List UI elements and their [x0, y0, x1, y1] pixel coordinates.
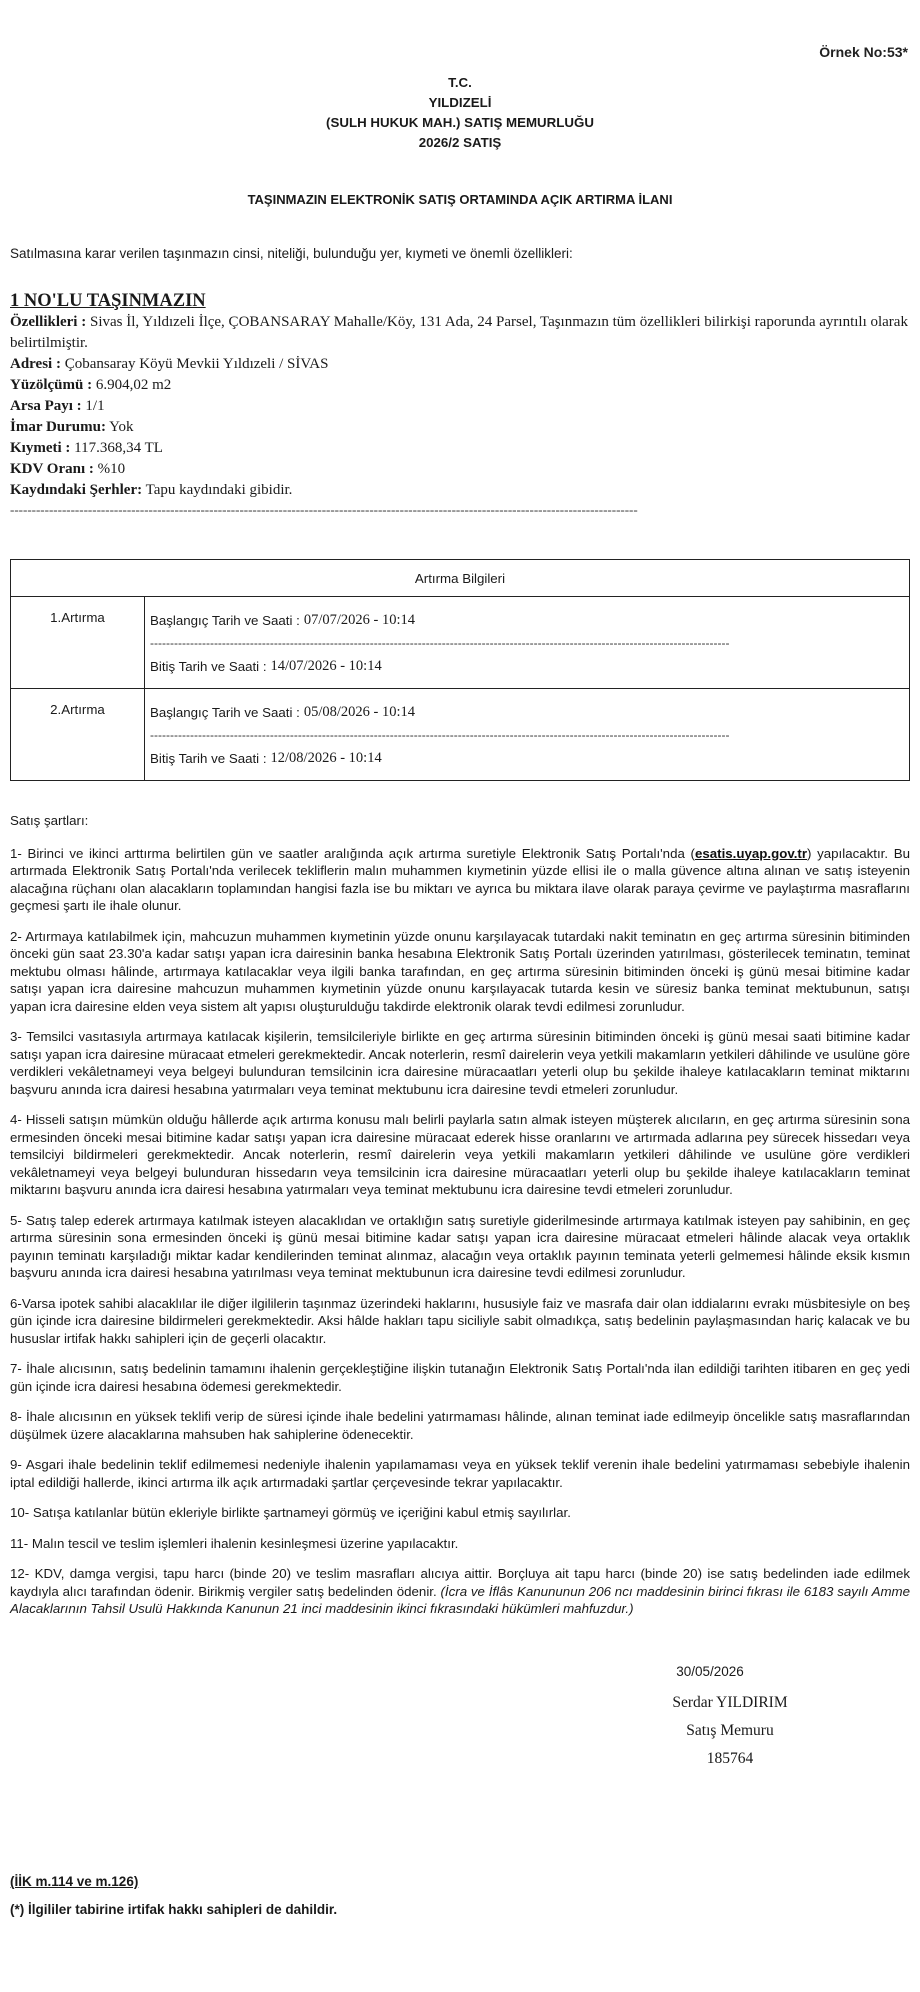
address-label: Adresi : — [10, 356, 61, 372]
end-datetime: 14/07/2026 - 10:14 — [270, 657, 382, 674]
property-section — [10, 290, 910, 519]
condition-2: 2- Artırmaya katılabilmek için, mahcuzun muhammen kıymetinin yüzde onunu karşılayacak tutardaki nakit teminatın en geç artırma süresinin bitiminden önceki gün saat 23.30'a kadar satışı yapan icra dairesinin banka hesabına Elektronik Satış Portalı üzerinden yatırılması, gösterilecek teminatın, teminat mektubu olması hâlinde, artırmaya katılacaklar veya ilgili banka tarafından, en geç artırma süresinin bitiminden önceki iş günü mesai bitimine kadar satışı yapan icra dairesine mahcuzun muhammen kıymetinin yüzde onunu karşılayacak tutarda kesin ve süresiz banka teminat mektubunun, satışı yapan icra dairesine elden veya sistem alt yapısı oluşturulduğu takdirde elektronik olarak tevdi edilmesi zorunludur. — [10, 928, 910, 1014]
value-amount: 117.368,34 TL — [70, 440, 163, 456]
round-end — [150, 654, 904, 678]
start-datetime: 05/08/2026 - 10:14 — [303, 703, 415, 720]
header-line-file-no: 2026/2 SATIŞ — [418, 135, 502, 150]
property-features — [10, 312, 910, 354]
round-times — [145, 689, 910, 781]
auction-round-row — [11, 597, 910, 689]
vat-label: KDV Oranı : — [10, 461, 94, 477]
condition-7: 7- İhale alıcısının, satış bedelinin tamamını ihalenin gerçekleştiğine ilişkin tutanağın Elektronik Satış Portalı'nda ilan edildiği tarihten itibaren en geç yedi gün içinde icra dairesi hesabına ödemesi gerekmektedir. — [10, 1361, 910, 1394]
round-times — [145, 597, 910, 689]
esatis-link[interactable]: esatis.uyap.gov.tr — [694, 845, 808, 861]
end-label: Bitiş Tarih ve Saati : — [150, 658, 267, 674]
area-value: 6.904,02 m2 — [92, 377, 172, 393]
round-separator: ------------------------------------------------------------------------------------------------------------------------------------------------- — [150, 636, 730, 650]
condition-1 — [10, 845, 910, 915]
vat-value: %10 — [93, 461, 126, 477]
notes-value: Tapu kaydındaki gibidir. — [142, 482, 293, 498]
header-line-district: YILDIZELİ — [428, 95, 492, 110]
round-start — [150, 700, 904, 724]
round-start — [150, 608, 904, 632]
features-label: Özellikleri : — [10, 314, 87, 330]
condition-10: 10- Satışa katılanlar bütün ekleriyle birlikte şartnameyi görmüş ve içeriğini kabul etmiş sayılırlar. — [10, 1505, 571, 1520]
start-label: Başlangıç Tarih ve Saati : — [150, 612, 300, 628]
conditions-heading: Satış şartları: — [10, 813, 89, 828]
address-value: Çobansaray Köyü Mevkii Yıldızeli / SİVAS — [60, 356, 329, 372]
property-value — [10, 438, 910, 459]
footnote: (*) İlgililer tabirine irtifak hakkı sahipleri de dahildir. — [10, 1902, 338, 1917]
notice-title: TAŞINMAZIN ELEKTRONİK SATIŞ ORTAMINDA AÇIK ARTIRMA İLANI — [247, 192, 673, 207]
signature-block — [560, 1664, 900, 1773]
condition-6: 6-Varsa ipotek sahibi alacaklılar ile diğer ilgililerin taşınmaz üzerindeki haklarını, hususiyle faiz ve masrafa dair olan iddialarını evrakı müsbitesiyle on beş gün içinde icra dairesine bildirmeleri gerekmektedir. Aksi hâlde hakları tapu siciliyle sabit olmadıkça, satış bedelinin paylaşmasından hariç kalacak ve bu hususlar irtifak hakkı sahipleri için de geçerli olacaktır. — [10, 1295, 910, 1346]
property-vat — [10, 459, 910, 480]
officer-name: Serdar YILDIRIM — [672, 1694, 788, 1711]
area-label: Yüzölçümü : — [10, 377, 93, 393]
office-header — [0, 73, 920, 153]
condition-12 — [10, 1565, 910, 1618]
property-address — [10, 354, 910, 375]
share-label: Arsa Payı : — [10, 398, 82, 414]
condition-8: 8- İhale alıcısının en yüksek teklifi verip de süresi içinde ihale bedelini yatırmaması hâlinde, alınan teminat iade edilmeyip öncelikle satış masraflarından düşülmek üzere alacaklarına mahsuben hak sahiplerine ödenecektir. — [10, 1409, 910, 1442]
property-share — [10, 396, 910, 417]
notes-label: Kaydındaki Şerhler: — [10, 482, 143, 498]
officer-title: Satış Memuru — [686, 1722, 774, 1739]
round-end — [150, 746, 904, 770]
header-line-office: (SULH HUKUK MAH.) SATIŞ MEMURLUĞU — [326, 115, 594, 130]
condition-1-text-a: 1- Birinci ve ikinci arttırma belirtilen gün ve saatler aralığında açık artırma suretiyle Elektronik Satış Portalı'nda ( — [10, 845, 695, 861]
start-datetime: 07/07/2026 - 10:14 — [303, 611, 415, 628]
condition-3: 3- Temsilci vasıtasıyla artırmaya katılacak kişilerin, temsilcileriyle birlikte en geç artırma süresinin bitiminden önceki iş günü mesai saati bitimine kadar satışı yapan icra dairesine müracaat etmeleri gerekmektedir. Ancak noterlerin, resmî dairelerin veya yetkili makamların yetkileri dâhilinde ve usulüne göre verdikleri vekâletnameyi veya belgeyi bulunduran temsilcinin icra dairesine müracaatları yeterli olup bu şekilde ihaleye katılacakların teminat miktarını başvuru anında icra dairesi hesabına yatırmaları veya teminat mektubunu icra dairesine tevdi etmeleri zorunludur. — [10, 1029, 910, 1097]
condition-9: 9- Asgari ihale bedelinin teklif edilmemesi nedeniyle ihalenin yapılamaması veya en yüksek teklif verenin ihale bedelini yatırmaması sebebiyle ihalenin iptal edildiği hallerde, ikinci artırma ilk açık artırmadaki şartlar çerçevesinde tekrar yapılacaktır. — [10, 1457, 910, 1490]
condition-11: 11- Malın tescil ve teslim işlemleri ihalenin kesinleşmesi üzerine yapılacaktır. — [10, 1535, 459, 1551]
auction-table-header-row — [11, 560, 910, 597]
sample-number: Örnek No:53* — [819, 44, 908, 60]
auction-table-title: Artırma Bilgileri — [11, 560, 910, 597]
property-area — [10, 375, 910, 396]
start-label: Başlangıç Tarih ve Saati : — [150, 704, 300, 720]
auction-info-table — [10, 559, 910, 781]
property-heading: 1 NO'LU TAŞINMAZIN — [10, 291, 206, 311]
intro-text: Satılmasına karar verilen taşınmazın cinsi, niteliği, bulunduğu yer, kıymeti ve önemli özellikleri: — [10, 246, 573, 261]
property-separator: ------------------------------------------------------------------------------------------------------------------------------------------------- — [10, 502, 638, 517]
signature-date: 30/05/2026 — [676, 1664, 744, 1679]
sale-conditions — [10, 812, 910, 1631]
zoning-value: Yok — [105, 419, 134, 435]
features-value: Sivas İl, Yıldızeli İlçe, ÇOBANSARAY Mahalle/Köy, 131 Ada, 24 Parsel, Taşınmazın tüm özellikleri bilirkişi raporunda ayrıntılı olarak belirtilmiştir. — [10, 314, 908, 351]
property-zoning — [10, 417, 910, 438]
condition-12-legal-note: (İcra ve İflâs Kanununun 206 ncı maddesinin birinci fıkrası ile 6183 sayılı Amme Alacaklarının Tahsil Usulü Hakkında Kanunun 21 inci maddesinin ikinci fıkrasındaki hükümleri mahfuzdur.) — [10, 1583, 911, 1616]
condition-4: 4- Hisseli satışın mümkün olduğu hâllerde açık artırma konusu malı belirli paylarla satın almak isteyen müşterek alıcıların, en geç artırma süresinin sona ermesinden önceki mesai bitimine kadar satışı yapan icra dairesine müracaat ederek hisse oranlarını ve artırmada adlarına pey sürecek hissedarı veya temsilciyi bildirmeleri gerekmektedir. Ancak noterlerin, resmî dairelerin veya yetkili makamların yetkileri dâhilinde ve usulüne göre verdikleri vekâletnameyi veya belgeyi bulunduran hissedarın veya temsilcinin icra dairesine müracaatları yeterli olup bu şekilde ihaleye katılacakların teminat miktarını başvuru anında icra dairesi hesabına yatırmaları veya teminat mektubunu icra dairesine tevdi etmeleri zorunludur. — [10, 1112, 910, 1197]
zoning-label: İmar Durumu: — [10, 419, 106, 435]
round-name: 2.Artırma — [11, 689, 145, 781]
condition-5: 5- Satış talep ederek artırmaya katılmak isteyen alacaklıdan ve ortaklığın satış suretiyle giderilmesinde artırmaya katılmak isteyen pay sahibinin, en geç artırma süresinin sona ermesinden önceki iş günü mesai bitimine kadar satışı yapan icra dairesine müracaat etmeleri hâlinde alacak veya ortaklık payının teminatı karşıladığı miktar kadar kendilerinden teminat alınmaz, alacağın veya ortaklık payının teminata yeterli gelmemesi hâlinde eksik kısmın başvuru anında icra dairesi hesabına yatırılması veya teminat mektubunun icra dairesine tevdi edilmesi zorunludur. — [10, 1212, 910, 1280]
end-label: Bitiş Tarih ve Saati : — [150, 750, 267, 766]
property-notes — [10, 480, 910, 501]
share-value: 1/1 — [81, 398, 105, 414]
condition-12-text: 12- KDV, damga vergisi, tapu harcı (binde 20) ve teslim masrafları alıcıya aittir. Borçluya ait tapu harcı (binde 20) ise satış bedelinden iade edilmek kaydıyla alıcı tarafından ödenir. Birikmiş vergiler satış bedelinden ödenir. — [10, 1566, 910, 1599]
law-reference: (İİK m.114 ve m.126) — [10, 1874, 139, 1889]
value-label: Kıymeti : — [10, 440, 71, 456]
officer-number: 185764 — [706, 1750, 754, 1767]
end-datetime: 12/08/2026 - 10:14 — [270, 749, 382, 766]
round-name: 1.Artırma — [11, 597, 145, 689]
condition-1-text-b: ) yapılacaktır. Bu artırmada Elektronik Satış Portalı'nda verilecek tekliflerin malın muhammen kıymetinin yüzde ellisi ile o malla güvence altına alınan ve satış isteyenin alacağına rüçhanı olan alacakların toplamından hangisi fazla ise bu miktarı ve ayrıca bu miktara ilave olarak paraya çevirme ve paylaştırma masraflarını geçmesi şartı ile ihale olunur. — [10, 845, 910, 913]
auction-round-row — [11, 689, 910, 781]
round-separator: ------------------------------------------------------------------------------------------------------------------------------------------------- — [150, 728, 730, 742]
header-line-tc: T.C. — [448, 75, 472, 90]
